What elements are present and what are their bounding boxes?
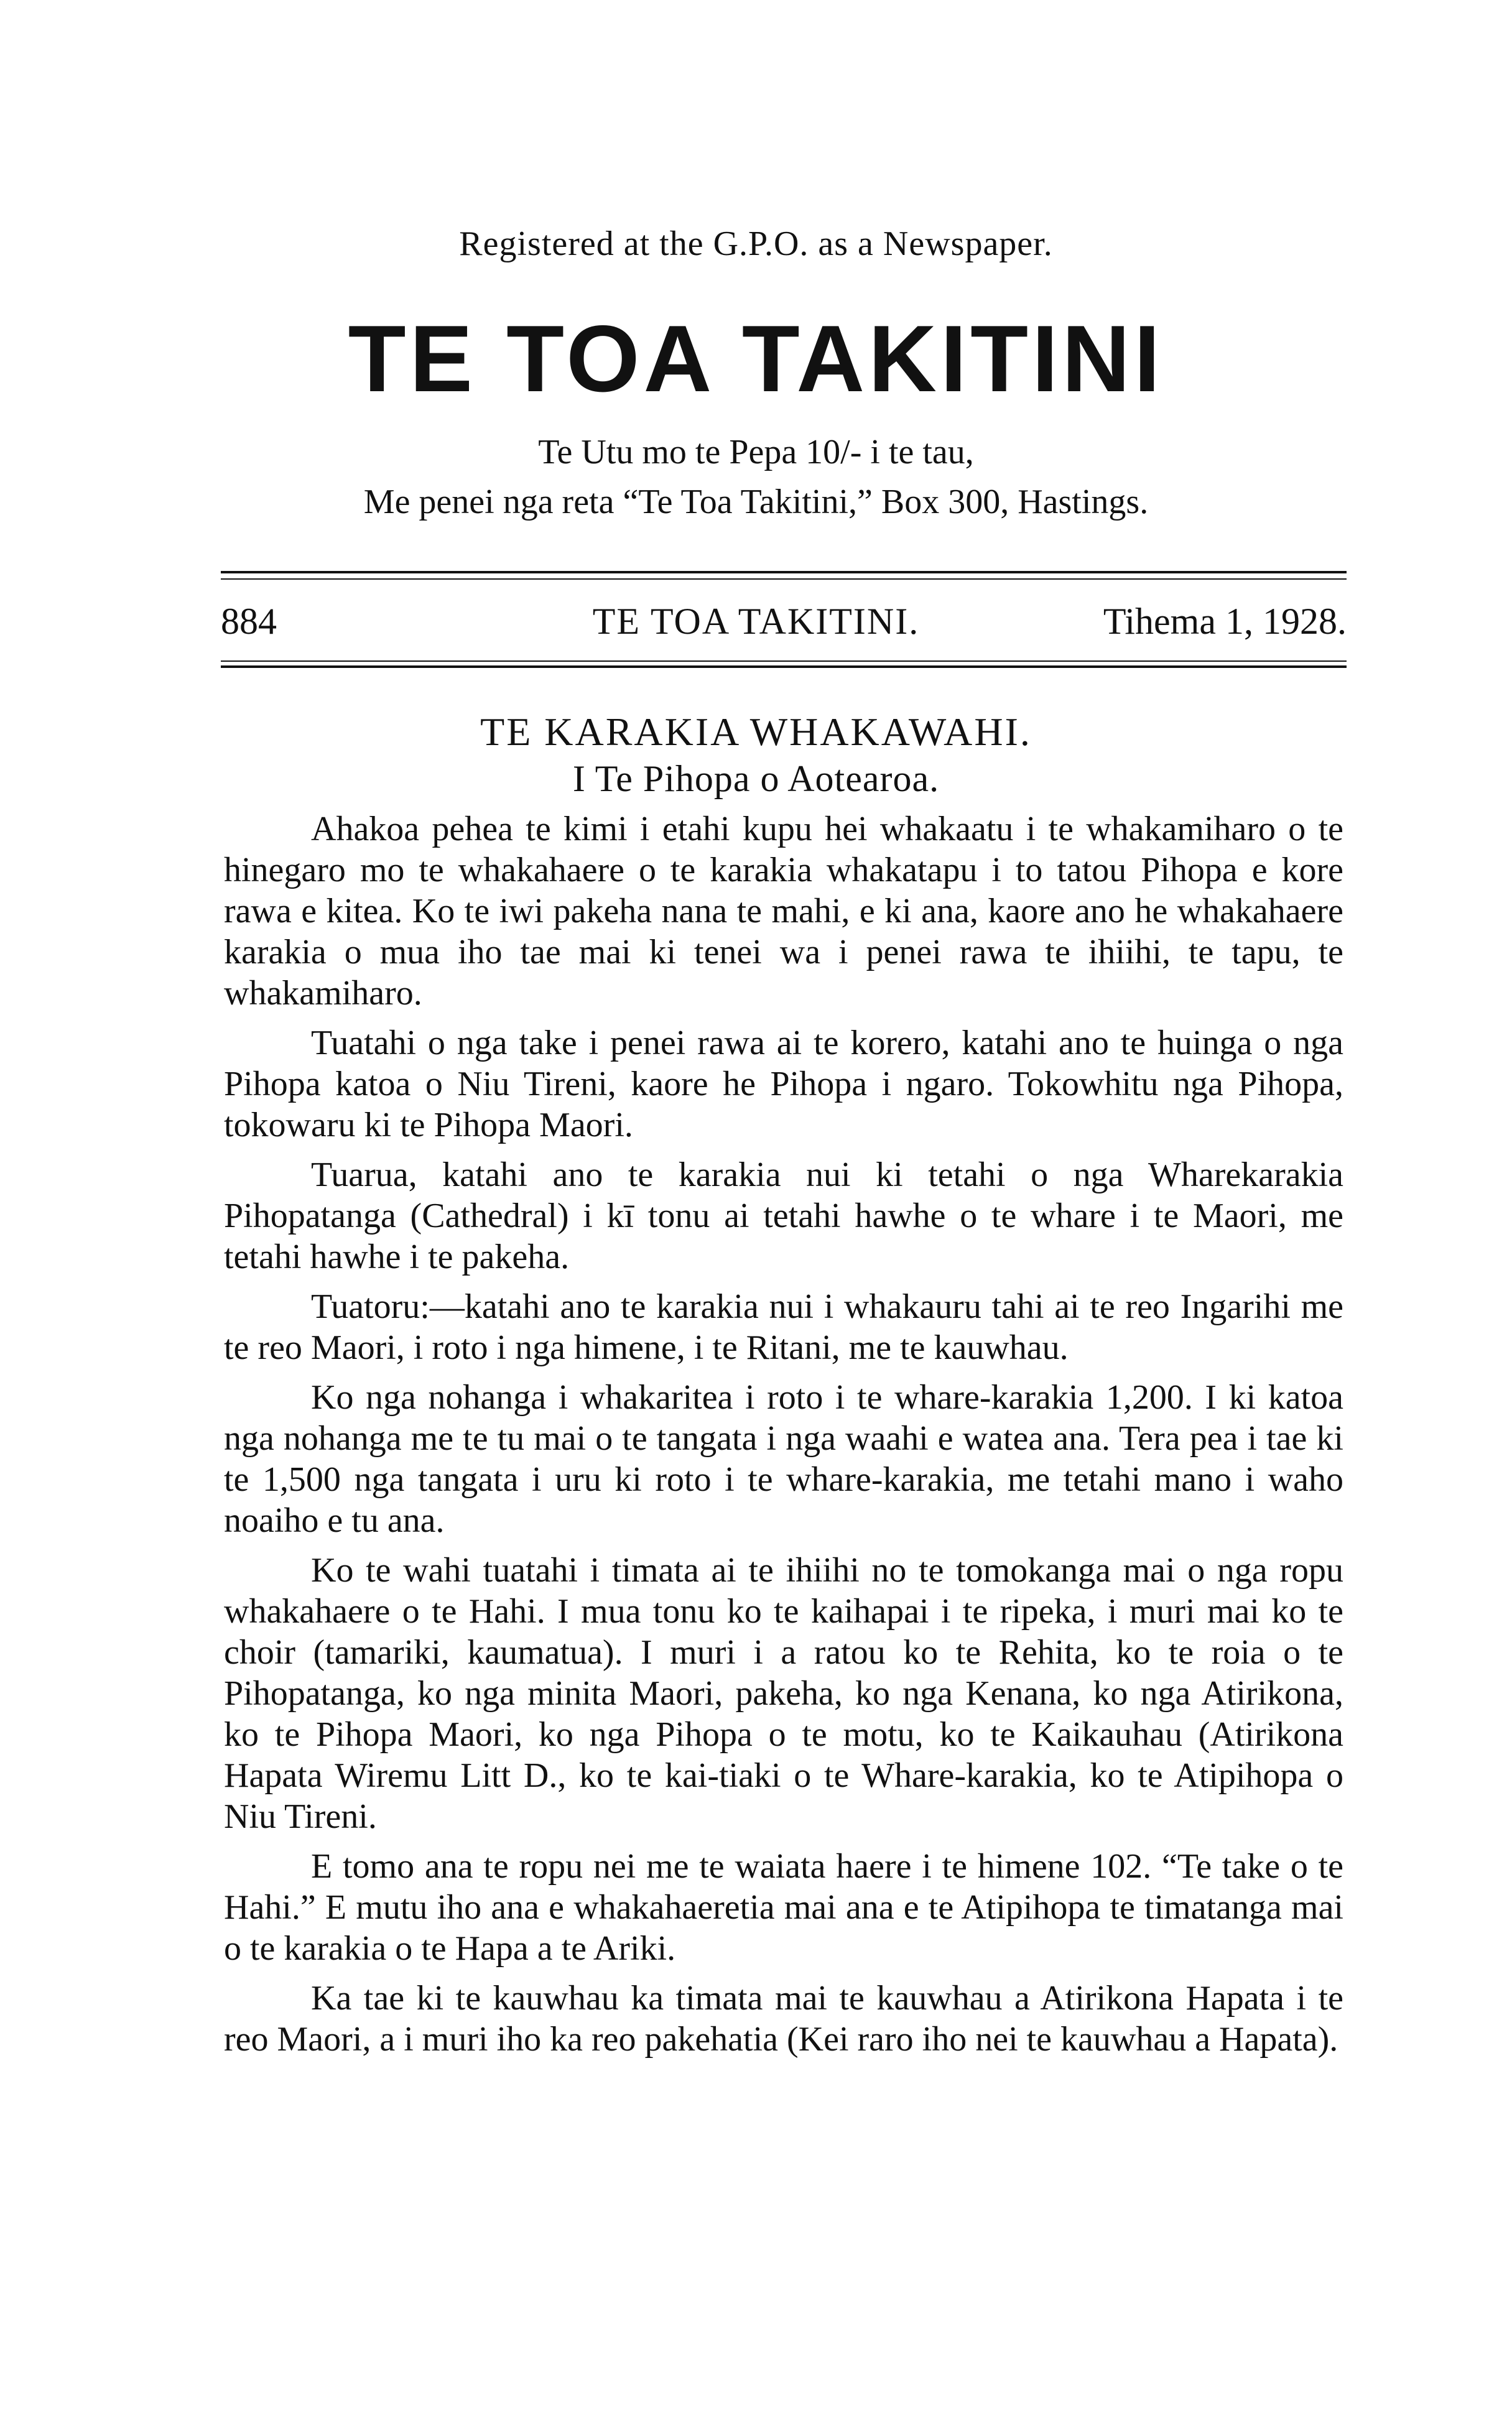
masthead-title: TE TOA TAKITINI bbox=[348, 306, 1164, 412]
article-paragraph: Ahakoa pehea te kimi i etahi kupu hei whakaatu i te whakamiharo o te hinegaro mo te whakahaere o te karakia whakatapu i to tatou Pihopa e kore rawa e kitea. Ko te iwi pakeha nana te mahi, e ki ana, kaore ano he whakahaere karakia o mua iho tae mai ki tenei wa i penei rawa te ihiihi, te tapu, te whakamiharo. bbox=[224, 810, 1343, 1012]
running-header-title: TE TOA TAKITINI. bbox=[592, 601, 920, 642]
article-paragraph: E tomo ana te ropu nei me te waiata haere i te himene 102. “Te take o te Hahi.” E mutu iho ana e whakahaeretia mai ana e te Atipihopa te timatanga mai o te karakia o te Hapa a te Ariki. bbox=[224, 1847, 1343, 1968]
article-body bbox=[224, 809, 1343, 2069]
article-paragraph: Tuatoru:—katahi ano te karakia nui i whakauru tahi ai te reo Ingarihi me te reo Maori, i roto i nga himene, i te Ritani, me te kauwhau. bbox=[224, 1287, 1343, 1367]
article-paragraph: Ko te wahi tuatahi i timata ai te ihiihi no te tomokanga mai o nga ropu whakahaere o te Hahi. I mua tonu ko te kaihapai i te ripeka, i muri mai ko te choir (tamariki, kaumatua). I muri i a ratou ko te Rehita, ko te roia o te Pihopatanga, ko nga minita Maori, pakeha, ko nga Kenana, ko nga Atirikona, ko te Pihopa Maori, ko nga Pihopa o te motu, ko te Kaikauhau (Atirikona Hapata Wiremu Litt D., ko te kai-tiaki o te Whare-karakia, ko te Atipihopa o Niu Tireni. bbox=[224, 1551, 1343, 1836]
article-title: TE KARAKIA WHAKAWAHI. bbox=[480, 710, 1032, 754]
page-number: 884 bbox=[221, 601, 277, 642]
header-rule-bottom-thick bbox=[221, 665, 1347, 668]
issue-date: Tihema 1, 1928. bbox=[1103, 601, 1347, 642]
article-paragraph: Tuarua, katahi ano te karakia nui ki tetahi o nga Wharekarakia Pihopatanga (Cathedral) i kī tonu ai tetahi hawhe o te whare i te Maori, me tetahi hawhe i te pakeha. bbox=[224, 1156, 1343, 1276]
article-subtitle: I Te Pihopa o Aotearoa. bbox=[572, 758, 940, 799]
header-rule-top-thin bbox=[221, 578, 1347, 580]
article-paragraph: Ka tae ki te kauwhau ka timata mai te kauwhau a Atirikona Hapata i te reo Maori, a i muri iho ka reo pakehatia (Kei raro iho nei te kauwhau a Hapata). bbox=[224, 1979, 1343, 2059]
article-paragraph: Tuatahi o nga take i penei rawa ai te korero, katahi ano te huinga o nga Pihopa katoa o Niu Tireni, kaore he Pihopa i ngaro. Tokowhitu nga Pihopa, tokowaru ki te Pihopa Maori. bbox=[224, 1024, 1343, 1144]
article-paragraph: Ko nga nohanga i whakaritea i roto i te whare-karakia 1,200. I ki katoa nga nohanga me te tu mai o te tangata i nga waahi e watea ana. Tera pea i tae ki te 1,500 nga tangata i uru ki roto i te whare-karakia, me tetahi mano i waho noaiho e tu ana. bbox=[224, 1378, 1343, 1540]
address-line: Me penei nga reta “Te Toa Takitini,” Box 300, Hastings. bbox=[363, 483, 1149, 521]
subscription-line: Te Utu mo te Pepa 10/- i te tau, bbox=[538, 433, 974, 471]
header-rule-bottom-thin bbox=[221, 660, 1347, 662]
registration-notice: Registered at the G.P.O. as a Newspaper. bbox=[459, 225, 1053, 263]
header-rule-top-thick bbox=[221, 571, 1347, 573]
